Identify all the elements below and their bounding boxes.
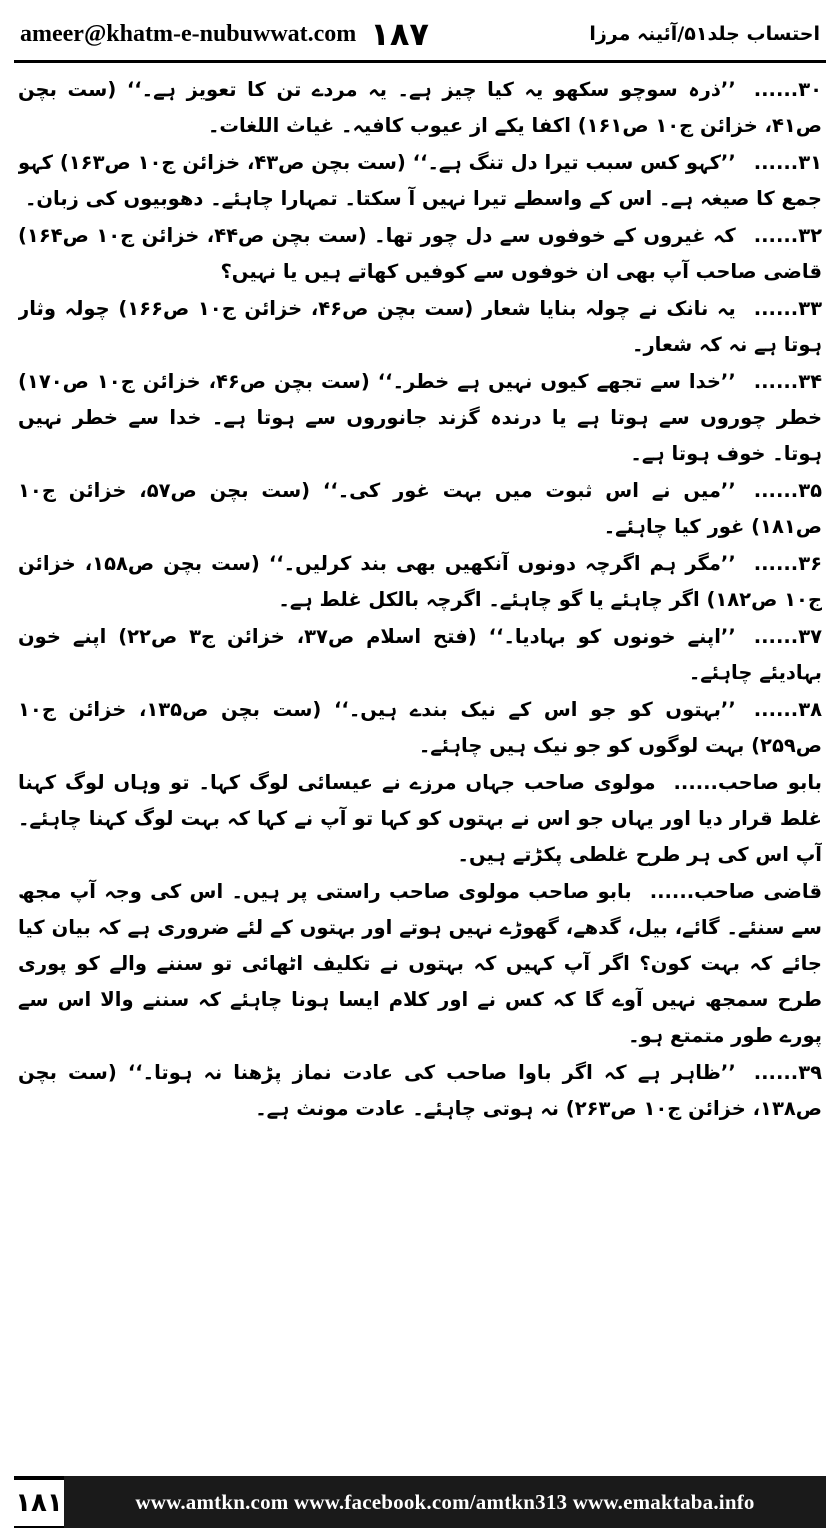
page-header (20, 14, 820, 54)
entry-number: ۳۸...... (753, 698, 822, 721)
entry-number: ۳۲...... (753, 224, 822, 247)
entry-33 (18, 291, 822, 363)
entry-32 (18, 218, 822, 290)
entry-text: ’’میں نے اس ثبوت میں بہت غور کی۔‘‘ (ست بچن ص۵۷، خزائن ج۱۰ ص۱۸۱) غور کیا چاہئے۔ (18, 479, 822, 538)
header-divider (14, 60, 826, 63)
entry-37 (18, 619, 822, 691)
entry-number: ۳۰...... (753, 78, 822, 101)
entry-number: ۳۱...... (753, 151, 822, 174)
entry-text: ’’کہو کس سبب تیرا دل تنگ ہے۔‘‘ (ست بچن ص۴۳، خزائن ج۱۰ ص۱۶۳) کہو جمع کا صیغہ ہے۔ اس کے واسطے تیرا نہیں آ سکتا۔ تمہارا چاہئے۔ دھوبیوں کی زبان۔ (18, 151, 822, 210)
entry-number: ۳۷...... (753, 625, 822, 648)
entry-text: ’’ذرہ سوچو سکھو یہ کیا چیز ہے۔ یہ مردے تن کا تعویز ہے۔‘‘ (ست بچن ص۴۱، خزائن ج۱۰ ص۱۶۱) اکفا یکے از عیوب کافیہ۔ غیاث اللغات۔ (18, 78, 822, 137)
entry-number: ۳۵...... (753, 479, 822, 502)
header-email: ameer@khatm-e-nubuwwat.com (20, 20, 357, 47)
footer-page-number: ۱۸۱ (14, 1476, 64, 1528)
entry-text: ’’بہتوں کو جو اس کے نیک بندے ہیں۔‘‘ (ست بچن ص۱۳۵، خزائن ج۱۰ ص۲۵۹) بہت لوگوں کو جو نیک ہیں چاہئے۔ (18, 698, 822, 757)
footer-links: www.amtkn.com www.facebook.com/amtkn313 www.emaktaba.info (64, 1476, 826, 1528)
entry-text: مولوی صاحب جہاں مرزے نے عیسائی لوگ کہا۔ تو وہاں لوگ کہنا غلط قرار دیا اور یہاں جو اس نے بہتوں کو کہا تو آپ نے کہا کہ بہت لوگ کہنا چاہئے۔ آپ اس کی ہر طرح غلطی پکڑتے ہیں۔ (18, 771, 822, 866)
entry-number: ۳۹...... (753, 1061, 822, 1084)
header-left (20, 15, 429, 53)
entry-number: ۳۶...... (753, 552, 822, 575)
entry-39 (18, 1055, 822, 1127)
page-body (18, 72, 822, 1458)
speaker-label: قاضی صاحب...... (649, 880, 822, 903)
page-footer (14, 1476, 826, 1528)
entry-number: ۳۴...... (753, 370, 822, 393)
entry-text: ’’اپنے خونوں کو بہادیا۔‘‘ (فتح اسلام ص۳۷، خزائن ج۳ ص۲۲) اپنے خون بہادیئے چاہئے۔ (18, 625, 822, 684)
entry-text: یہ نانک نے چولہ بنایا شعار (ست بچن ص۴۶، خزائن ج۱۰ ص۱۶۶) چولہ وثار ہوتا ہے نہ کہ شعار۔ (18, 297, 822, 356)
entry-36 (18, 546, 822, 618)
entry-text: بابو صاحب مولوی صاحب راستی پر ہیں۔ اس کی وجہ آپ مجھ سے سنئے۔ گائے، بیل، گدھے، گھوڑے نہیں ہوتے اور بہتوں کے لئے ضروری ہے کہ بیان کیا جائے کہ بہت کون؟ اگر آپ کہیں کہ بہتوں نے تکلیف اٹھائی تو سننے والے کو پوری طرح سمجھ نہیں آوے گا کہ کس نے اور کلام ایسا ہونا چاہئے کہ سننے والا اس سے پورے طور متمتع ہو۔ (18, 880, 822, 1047)
entry-text: ’’خدا سے تجھے کیوں نہیں ہے خطر۔‘‘ (ست بچن ص۴۶، خزائن ج۱۰ ص۱۷۰) خطر چوروں سے ہوتا ہے یا درندہ گزند جانوروں سے ہوتا ہے۔ خدا سے خطر نہیں ہوتا۔ خوف ہوتا ہے۔ (18, 370, 822, 465)
entry-38 (18, 692, 822, 764)
speaker-label: بابو صاحب...... (673, 771, 822, 794)
header-title: احتساب جلد۵۱/آئینہ مرزا (589, 23, 820, 45)
dialogue-babu-sahib (18, 765, 822, 873)
dialogue-qazi-sahib (18, 874, 822, 1054)
entry-30 (18, 72, 822, 144)
header-page-number: ۱۸۷ (370, 15, 429, 53)
entry-34 (18, 364, 822, 472)
entry-number: ۳۳...... (753, 297, 822, 320)
entry-text: ’’ظاہر ہے کہ اگر باوا صاحب کی عادت نماز پڑھنا نہ ہوتا۔‘‘ (ست بچن ص۱۳۸، خزائن ج۱۰ ص۲۶۳) نہ ہوتی چاہئے۔ عادت مونث ہے۔ (18, 1061, 822, 1120)
entry-text: کہ غیروں کے خوفوں سے دل چور تھا۔ (ست بچن ص۴۴، خزائن ج۱۰ ص۱۶۴) قاضی صاحب آپ بھی ان خوفوں سے کوفیں کھاتے ہیں یا نہیں؟ (18, 224, 822, 283)
entry-text: ’’مگر ہم اگرچہ دونوں آنکھیں بھی بند کرلیں۔‘‘ (ست بچن ص۱۵۸، خزائن ج۱۰ ص۱۸۲) اگر چاہئے یا گو چاہئے۔ اگرچہ بالکل غلط ہے۔ (18, 552, 822, 611)
entry-35 (18, 473, 822, 545)
entry-31 (18, 145, 822, 217)
